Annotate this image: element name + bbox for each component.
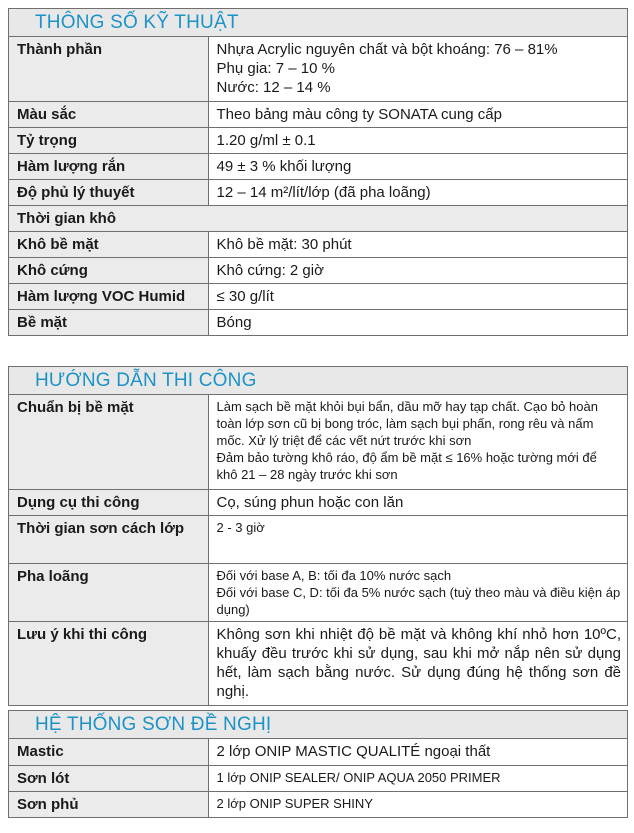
table-row xyxy=(9,621,627,705)
row-label: Thành phần xyxy=(9,37,208,101)
row-value xyxy=(208,395,627,489)
row-label: Sơn lót xyxy=(9,765,208,791)
spec-table xyxy=(9,37,627,335)
row-value: 12 – 14 m²/lít/lớp (đã pha loãng) xyxy=(208,179,627,205)
row-label: Khô cứng xyxy=(9,257,208,283)
row-value xyxy=(208,563,627,621)
system-title: HỆ THỐNG SƠN ĐỀ NGHỊ xyxy=(9,711,627,739)
row-value: 49 ± 3 % khối lượng xyxy=(208,153,627,179)
table-row xyxy=(9,739,627,765)
row-label: Thời gian sơn cách lớp xyxy=(9,515,208,563)
table-row xyxy=(9,101,627,127)
table-row xyxy=(9,127,627,153)
row-value: 2 - 3 giờ xyxy=(208,515,627,563)
spec-title: THÔNG SỐ KỸ THUẬT xyxy=(9,9,627,37)
table-row xyxy=(9,309,627,335)
table-row xyxy=(9,153,627,179)
row-label: Sơn phủ xyxy=(9,791,208,817)
row-label: Dụng cụ thi công xyxy=(9,489,208,515)
row-value: Cọ, súng phun hoặc con lăn xyxy=(208,489,627,515)
row-value: Theo bảng màu công ty SONATA cung cấp xyxy=(208,101,627,127)
row-label: Khô bề mặt xyxy=(9,231,208,257)
table-row xyxy=(9,37,627,101)
guide-table xyxy=(9,395,627,705)
system-section xyxy=(8,710,628,818)
row-value: 2 lớp ONIP SUPER SHINY xyxy=(208,791,627,817)
row-value: ≤ 30 g/lít xyxy=(208,283,627,309)
guide-title: HƯỚNG DẪN THI CÔNG xyxy=(9,367,627,395)
value-line: Làm sạch bề mặt khỏi bụi bẩn, dầu mỡ hay tạp chất. Cạo bỏ hoàn toàn lớp sơn cũ bị bong tróc, làm sạch bụi phấn, rong rêu và nấm mốc. Xử lý triệt để các vết nứt trước khi sơn xyxy=(216,399,598,448)
table-row xyxy=(9,515,627,563)
row-value xyxy=(208,37,627,101)
value-line: Nước: 12 – 14 % xyxy=(216,79,331,96)
row-label: Lưu ý khi thi công xyxy=(9,621,208,705)
table-row xyxy=(9,791,627,817)
row-value: Bóng xyxy=(208,309,627,335)
spec-section xyxy=(8,8,628,336)
table-row xyxy=(9,563,627,621)
table-row xyxy=(9,489,627,515)
row-label: Hàm lượng rắn xyxy=(9,153,208,179)
value-line: Đối với base A, B: tối đa 10% nước sạch xyxy=(216,567,452,583)
value-line: Đảm bảo tường khô ráo, độ ẩm bề mặt ≤ 16% hoặc tường mới để khô 21 – 28 ngày trước khi sơn xyxy=(216,450,597,482)
table-row xyxy=(9,283,627,309)
row-label: Bề mặt xyxy=(9,309,208,335)
row-value: 1 lớp ONIP SEALER/ ONIP AQUA 2050 PRIMER xyxy=(208,765,627,791)
value-line: Nhựa Acrylic nguyên chất và bột khoáng: 76 – 81% xyxy=(216,41,558,58)
row-label: Pha loãng xyxy=(9,563,208,621)
row-label: Chuẩn bị bề mặt xyxy=(9,395,208,489)
row-value: Khô cứng: 2 giờ xyxy=(208,257,627,283)
row-label: Tỷ trọng xyxy=(9,127,208,153)
system-table xyxy=(9,739,627,817)
row-label: Thời gian khô xyxy=(9,205,627,231)
row-label: Độ phủ lý thuyết xyxy=(9,179,208,205)
row-value: 1.20 g/ml ± 0.1 xyxy=(208,127,627,153)
row-value: 2 lớp ONIP MASTIC QUALITÉ ngoại thất xyxy=(216,743,491,760)
table-row xyxy=(9,395,627,489)
table-row xyxy=(9,231,627,257)
table-row xyxy=(9,205,627,231)
table-row xyxy=(9,765,627,791)
row-label: Mastic xyxy=(9,739,208,765)
row-value: Khô bề mặt: 30 phút xyxy=(208,231,627,257)
value-line: Phụ gia: 7 – 10 % xyxy=(216,60,335,77)
guide-section xyxy=(8,366,628,706)
row-label: Màu sắc xyxy=(9,101,208,127)
table-row xyxy=(9,179,627,205)
value-line: Đối với base C, D: tối đa 5% nước sạch (tuỳ theo màu và điều kiện áp dụng) xyxy=(216,584,621,617)
row-value: Không sơn khi nhiệt độ bề mặt và không khí nhỏ hơn 10ºC, khuấy đều trước khi sử dụng, sau khi mở nắp nên sử dụng hết, làm sạch bằng nước. Sử dụng đúng hệ thống sơn đề nghị. xyxy=(208,621,627,705)
table-row xyxy=(9,257,627,283)
row-label: Hàm lượng VOC Humid xyxy=(9,283,208,309)
